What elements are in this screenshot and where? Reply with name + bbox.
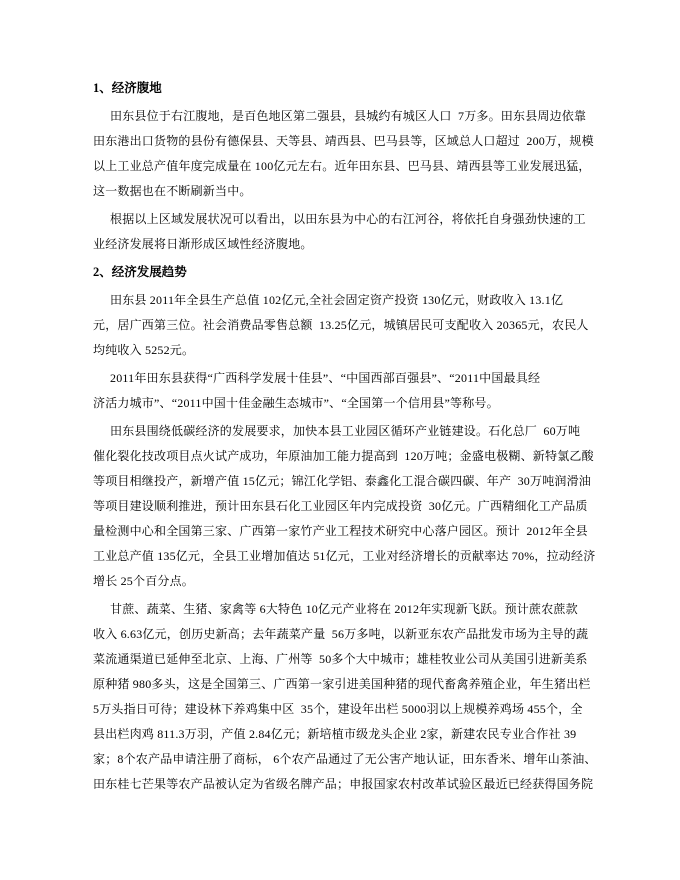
text-line: 县出栏肉鸡 811.3万羽，产值 2.84亿元；新培植市级龙头企业 2家，新建农民专业合作社 39 [93,727,577,741]
text-line: 这一数据也在不断刷新当中。 [93,184,252,198]
text-line: 元，居广西第三位。社会消费品零售总额 13.25亿元，城镇居民可支配收入 20365元，农民人 [93,318,589,332]
text-line: 以上工业总产值年度完成量在 100亿元左右。近年田东县、巴马县、靖西县等工业发展迅猛， [93,159,591,173]
text-line: 5万头指日可待；建设林下养鸡集中区 35个，建设年出栏 5000羽以上规模养鸡场 455个，全 [93,702,583,716]
paragraph [93,207,593,257]
text-line: 等项目相继投产，新增产值 15亿元；锦江化学铝、泰鑫化工混合碳四碳、年产 30万吨润滑油 [93,474,592,488]
text-line: 甘蔗、蔬菜、生猪、家禽等 6大特色 10亿元产业将在 2012年实现新飞跃。预计蔗农蔗款 [110,602,578,616]
text-line: 工业总产值 135亿元，全县工业增加值达 51亿元，工业对经济增长的贡献率达 70%，拉动经济 [93,549,596,563]
text-line: 田东县位于右江腹地，是百色地区第二强县，县城约有城区人口 7万多。田东县周边依靠 [110,109,587,123]
section-heading: 2、经济发展趋势 [93,265,187,279]
text-line: 田东港出口货物的县份有德保县、天等县、靖西县、巴马县等，区域总人口超过 200万，规模 [93,134,594,148]
text-line: 原种猪 980多头，这是全国第三、广西第一家引进美国种猪的现代畜禽养殖企业，年生猪出栏 [93,677,591,691]
paragraph [93,419,596,594]
text-line: 均纯收入 5252元。 [93,343,195,357]
text-line: 增长 25个百分点。 [93,574,195,588]
text-line: 等项目建设顺利推进，预计田东县石化工业园区年内完成投资 30亿元。广西精细化工产品质 [93,499,588,513]
text-line: 催化裂化技改项目点火试产成功，年原油加工能力提高到 120万吨；金盛电极糊、新特氯乙酸 [93,449,594,463]
text-line: 根据以上区域发展状况可以看出，以田东县为中心的右江河谷，将依托自身强劲快速的工 [110,212,586,226]
text-line: 田东桂七芒果等农产品被认定为省级名牌产品；申报国家农村改革试验区最近已经获得国务院 [93,777,594,791]
text-line: 2011年田东县获得“广西科学发展十佳县”、“中国西部百强县”、“2011中国最具经 [110,371,541,385]
paragraph [93,288,593,363]
paragraph [93,597,597,797]
text-line: 田东县 2011年全县生产总值 102亿元,全社会固定资产投资 130亿元，财政收入 13.1亿 [110,293,564,307]
text-line: 菜流通渠道已延伸至北京、上海、广州等 50多个大中城市；雄桂牧业公司从美国引进新美系 [93,652,588,666]
section-heading: 1、经济腹地 [93,81,162,95]
text-line: 业经济发展将日渐形成区域性经济腹地。 [93,237,313,251]
text-line: 家；8个农产品申请注册了商标， 6个农产品通过了无公害产地认证，田东香米、增年山茶油、 [93,752,597,766]
text-line: 济活力城市”、“2011中国十佳金融生态城市”、“全国第一个信用县”等称号。 [93,396,499,410]
text-line: 田东县围绕低碳经济的发展要求，加快本县工业园区循环产业链建设。石化总厂 60万吨 [110,424,581,438]
paragraph [93,366,593,416]
text-line: 量检测中心和全国第三家、广西第一家竹产业工程技术研究中心落户园区。预计 2012年全县 [93,524,588,538]
paragraph [93,104,593,204]
text-line: 收入 6.63亿元，创历史新高；去年蔬菜产量 56万多吨，以新亚东农产品批发市场为主导的蔬 [93,627,589,641]
document-body [93,76,597,797]
